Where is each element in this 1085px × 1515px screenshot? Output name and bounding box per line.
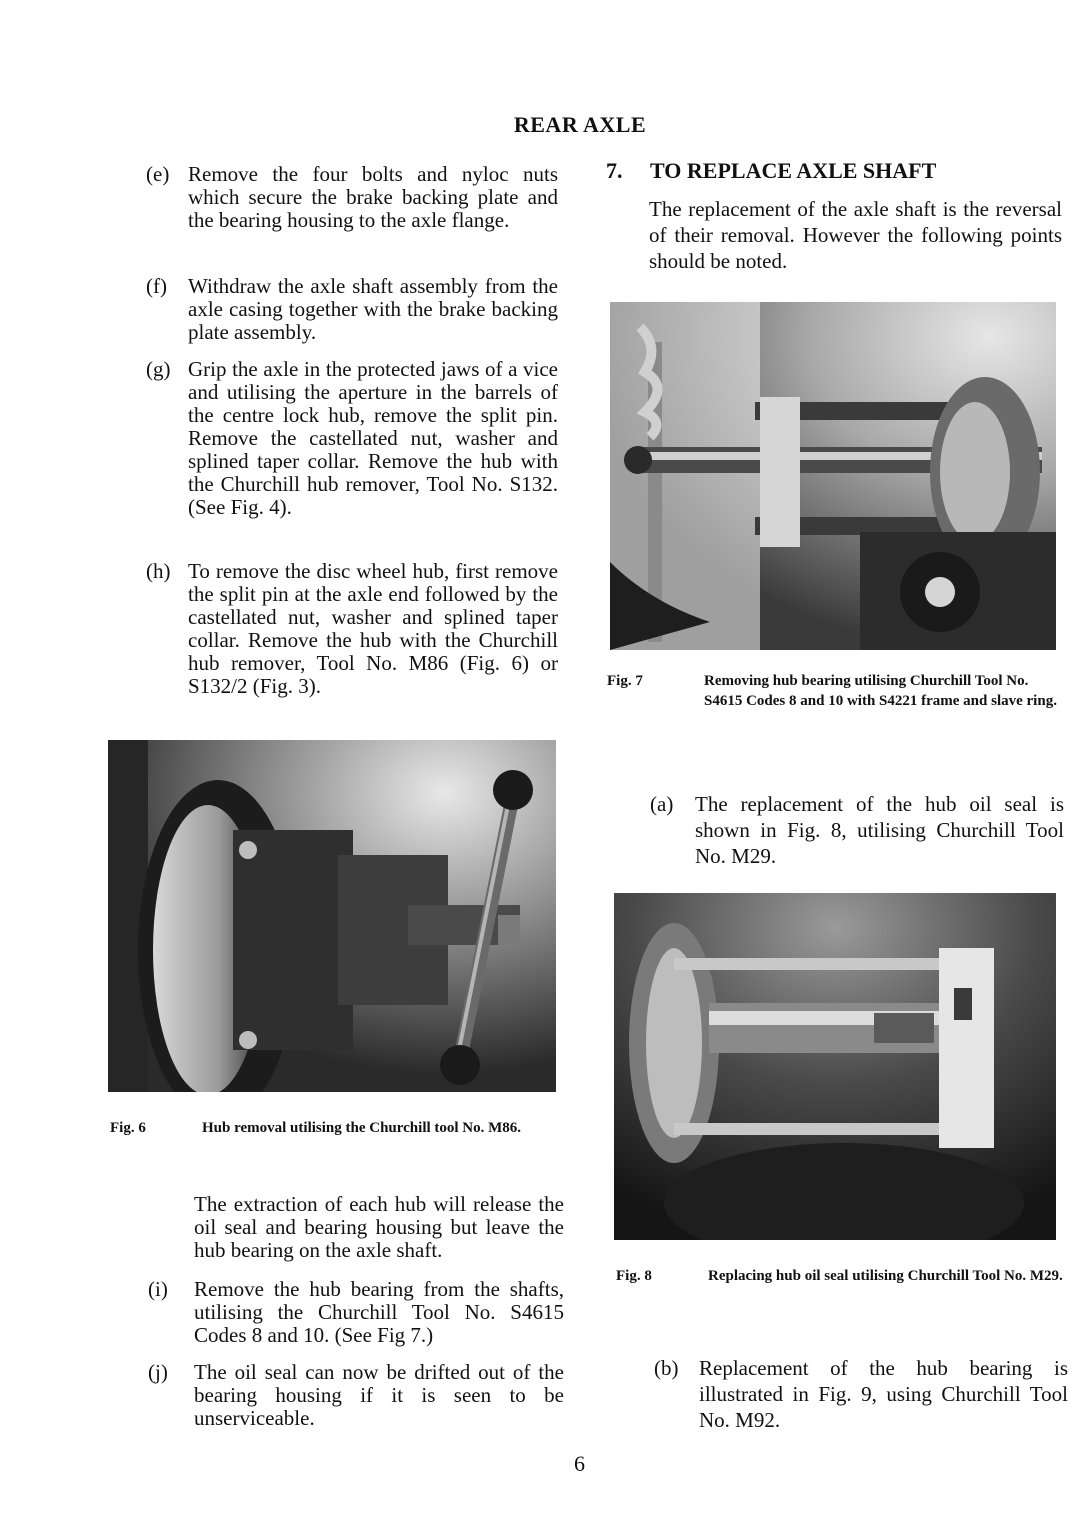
step-i	[148, 1278, 564, 1350]
step-text: To remove the disc wheel hub, first remove the split pin at the axle end followed by the castellated nut, washer and splined taper collar. Remove the hub with the Churchill hub remover, Tool No. M86 (Fig. 6) or S132/2 (Fig. 3).	[188, 559, 558, 698]
figure-label: Fig. 6	[110, 1120, 146, 1136]
figure-caption-text: Hub removal utilising the Churchill tool No. M86.	[202, 1120, 522, 1136]
fig8-photo	[614, 893, 1056, 1240]
extraction-note: The extraction of each hub will release the oil seal and bearing housing but leave the hub bearing on the axle shaft.	[194, 1192, 564, 1262]
step-b	[654, 1355, 1068, 1433]
step-label: (f)	[146, 274, 167, 298]
fig8-caption	[616, 1266, 1064, 1310]
step-text: Replacement of the hub bearing is illustrated in Fig. 9, using Churchill Tool No. M92.	[699, 1356, 1068, 1432]
step-a	[650, 791, 1064, 869]
step-label: (j)	[148, 1360, 168, 1384]
section-intro: The replacement of the axle shaft is the reversal of their removal. However the following points should be noted.	[649, 197, 1062, 273]
step-label: (g)	[146, 357, 171, 381]
step-g	[146, 358, 558, 543]
step-label: (h)	[146, 559, 171, 583]
figure-label: Fig. 7	[607, 673, 643, 689]
step-text: Grip the axle in the protected jaws of a vice and utilising the aperture in the barrels of the centre lock hub, remove the split pin. Remove the castellated nut, washer and splined taper collar. Remove the hub with the Churchill hub remover, Tool No. S132. (See Fig. 4).	[188, 357, 558, 519]
fig6-caption	[110, 1118, 562, 1158]
figure-caption-text: Removing hub bearing utilising Churchill Tool No. S4615 Codes 8 and 10 with S4221 frame and slave ring.	[704, 673, 1057, 709]
step-text: Withdraw the axle shaft assembly from the axle casing together with the brake backing plate assembly.	[188, 274, 558, 344]
page-number: 6	[574, 1451, 585, 1476]
step-f	[146, 275, 558, 347]
step-text: The replacement of the hub oil seal is shown in Fig. 8, utilising Churchill Tool No. M29.	[695, 792, 1064, 868]
fig7-photo	[610, 302, 1056, 650]
section-number: 7.	[606, 158, 623, 183]
page-title: REAR AXLE	[513, 112, 647, 137]
fig6-photo	[108, 740, 556, 1092]
step-text: The oil seal can now be drifted out of the bearing housing if it is seen to be unserviceable.	[194, 1360, 564, 1430]
step-label: (i)	[148, 1277, 168, 1301]
figure-caption-text: Replacing hub oil seal utilising Churchill Tool No. M29.	[708, 1268, 1063, 1284]
step-e	[146, 163, 558, 258]
step-text: Remove the hub bearing from the shafts, utilising the Churchill Tool No. S4615 Codes 8 and 10. (See Fig 7.)	[194, 1277, 564, 1347]
step-j	[148, 1361, 564, 1433]
section-heading	[606, 158, 936, 184]
figure-label: Fig. 8	[616, 1268, 652, 1284]
step-label: (a)	[650, 792, 674, 816]
step-label: (e)	[146, 162, 170, 186]
step-label: (b)	[654, 1356, 679, 1380]
fig7-caption	[607, 671, 1062, 737]
section-title: TO REPLACE AXLE SHAFT	[650, 158, 937, 183]
step-h	[146, 560, 558, 725]
step-text: Remove the four bolts and nyloc nuts which secure the brake backing plate and the bearing housing to the axle flange.	[188, 162, 558, 232]
